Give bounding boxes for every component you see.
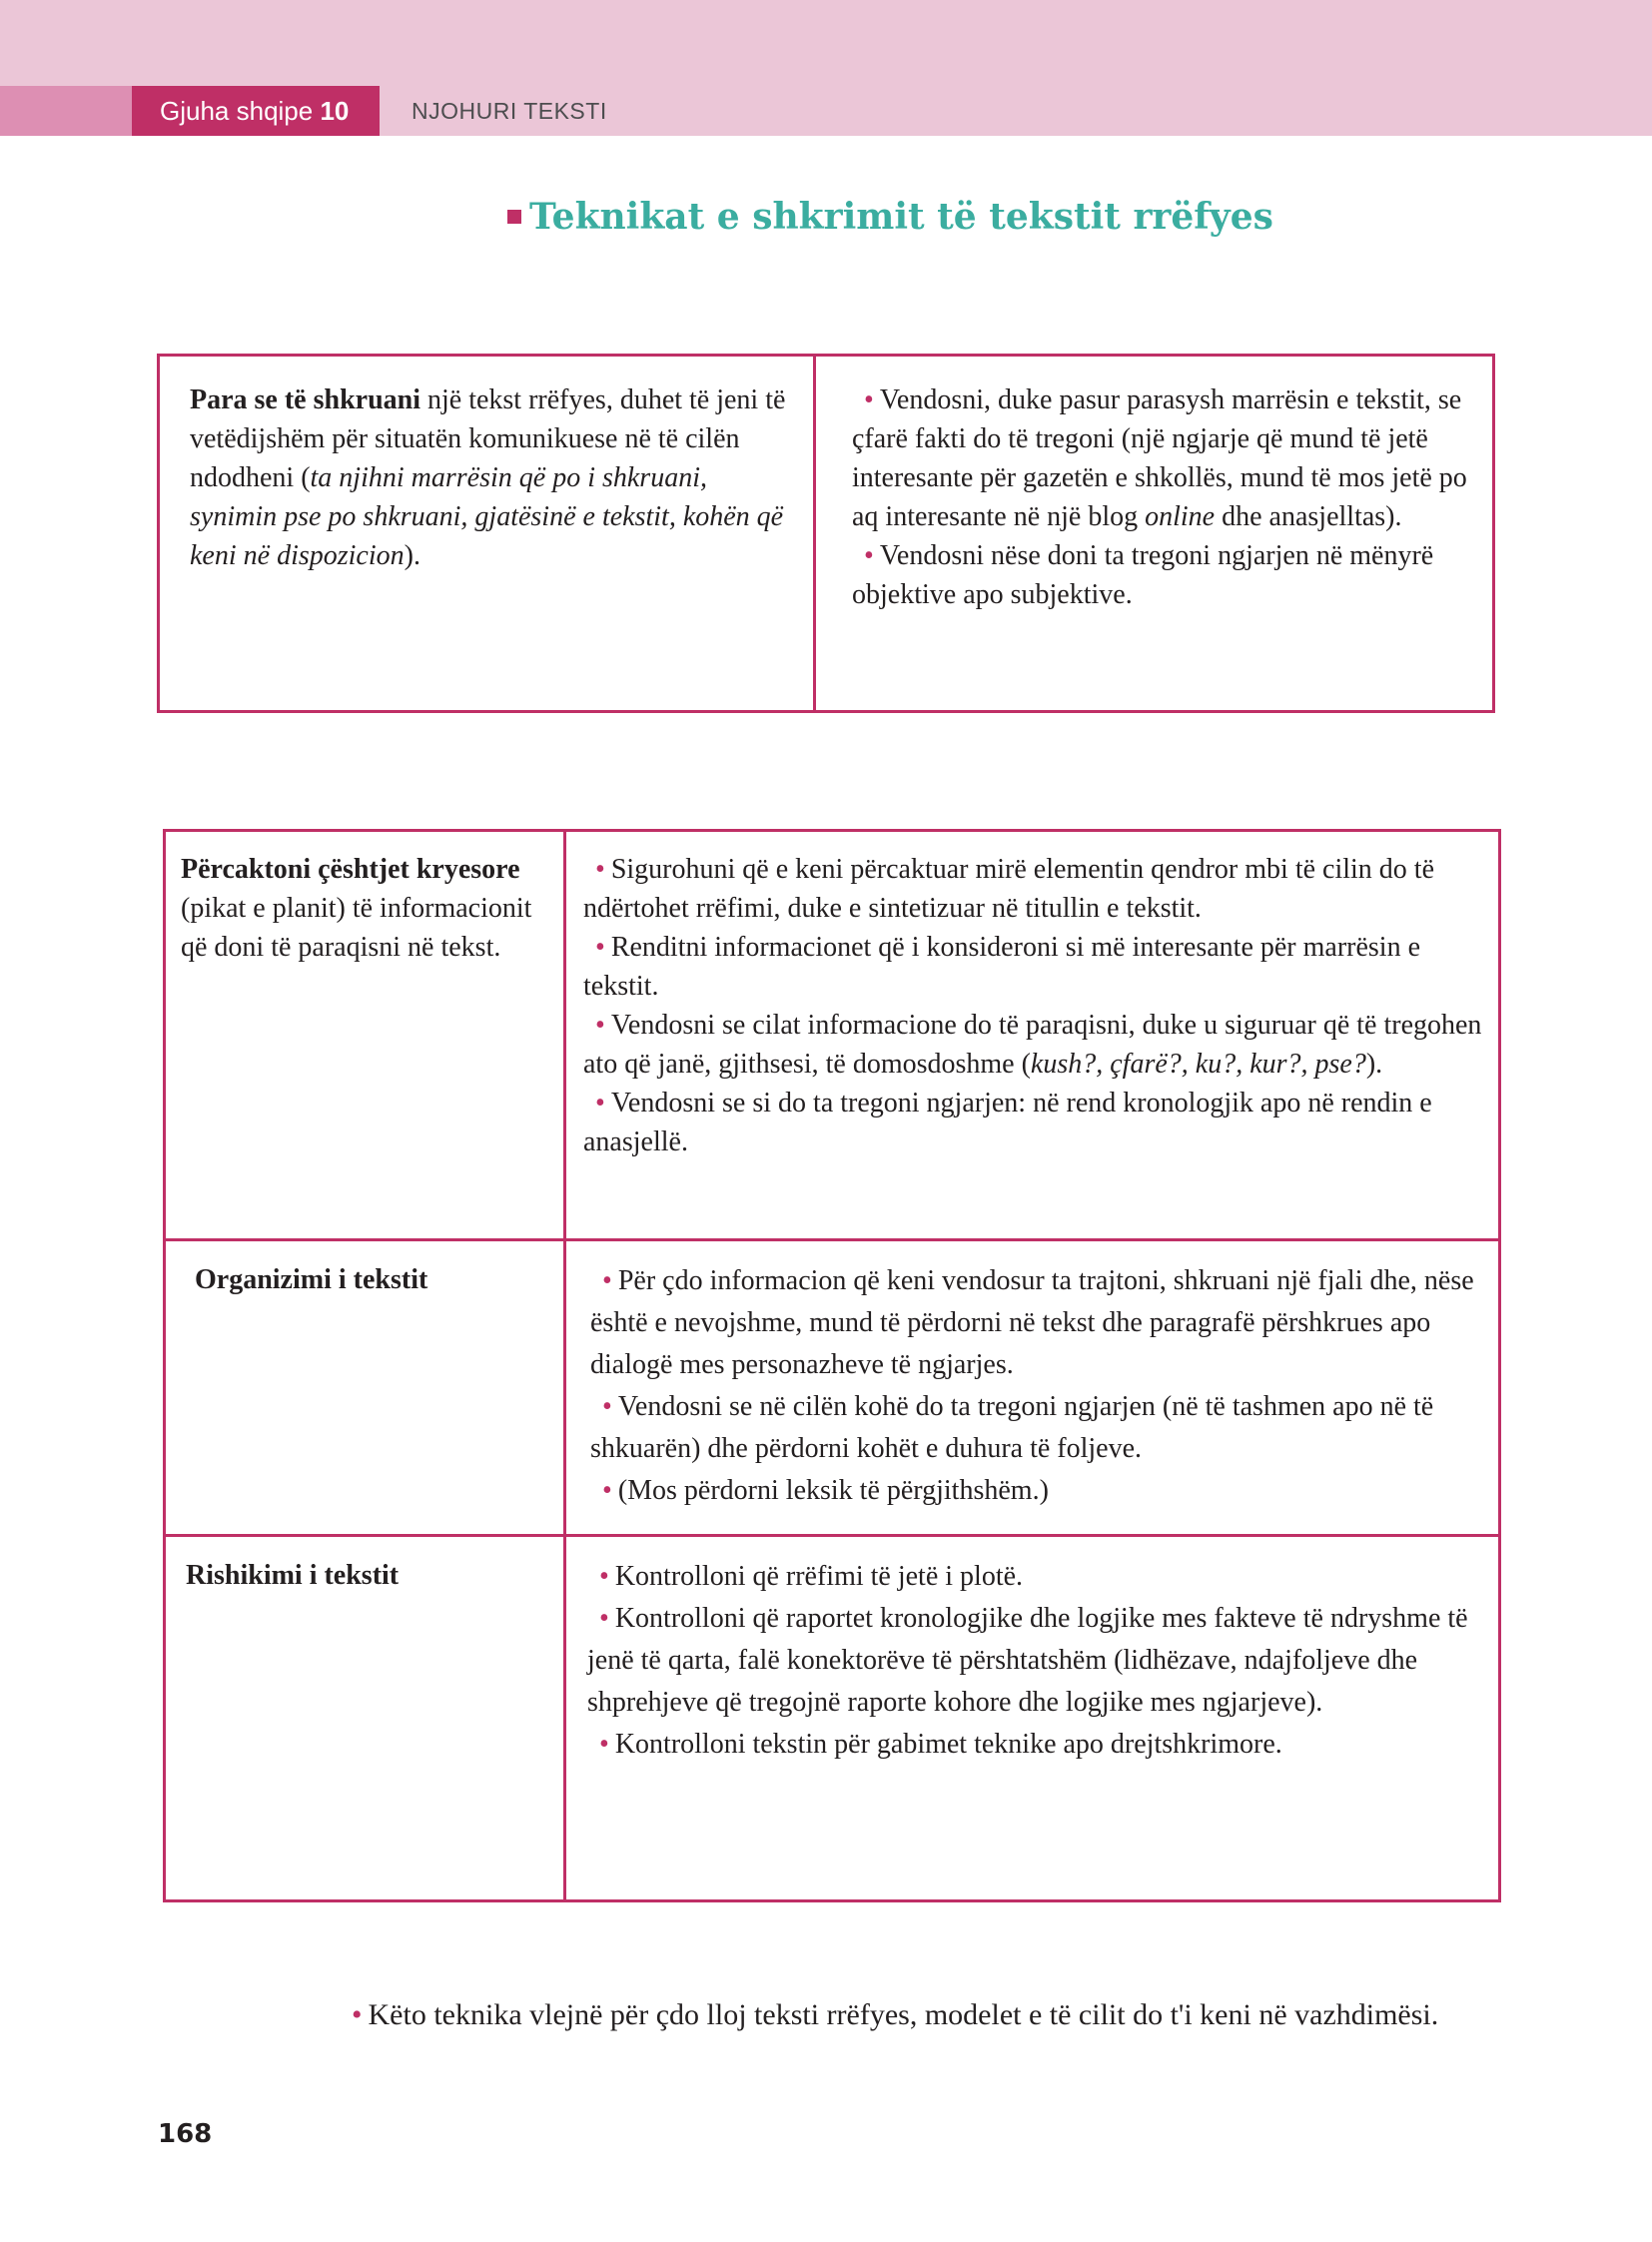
item-text: Kontrolloni që rrëfimi të jetë i plotë. xyxy=(614,1561,1024,1592)
bullet-icon: • xyxy=(602,1475,612,1506)
item-text: Sigurohuni që e keni përcaktuar mirë elementin qendror mbi të cilin do të ndërtohet rrëfimi, duke e sintetizuar në titullin e tekstit. xyxy=(583,854,1434,924)
row2-content-cell xyxy=(590,1260,1484,1512)
page-number: 168 xyxy=(158,2119,213,2149)
footnote-text: Këto teknika vlejnë për çdo lloj teksti rrëfyes, modelet e të cilit do t'i keni në vazhdimësi. xyxy=(368,1998,1439,2031)
row1-label xyxy=(181,850,555,967)
bullet-icon: • xyxy=(599,1729,609,1760)
intro-italic: ta njihni marrësin që po i shkruani, synimin pse po shkruani, gjatësinë e tekstit, kohën që keni në dispozicion xyxy=(190,462,784,571)
bullet-icon: • xyxy=(595,854,605,885)
row3-label-cell xyxy=(186,1556,545,1595)
item-text: Vendosni se në cilën kohë do ta tregoni ngjarjen (në të tashmen apo në të shkuarën) dhe përdorni kohët e duhura të foljeve. xyxy=(590,1391,1434,1464)
row3-label: Rishikimi i tekstit xyxy=(186,1560,400,1591)
item-text-end: dhe anasjelltas). xyxy=(1215,501,1402,532)
bullet-icon: • xyxy=(602,1391,612,1422)
book-label xyxy=(132,86,380,136)
section-label: NJOHURI TEKSTI xyxy=(412,98,607,124)
item-text: Vendosni se si do ta tregoni ngjarjen: në rend kronologjik apo në rendin e anasjellë. xyxy=(583,1088,1432,1157)
list-item xyxy=(587,1724,1481,1766)
bullet-icon: • xyxy=(595,932,605,963)
bullet-icon: • xyxy=(352,1998,363,2031)
list-item xyxy=(852,380,1476,536)
list-item xyxy=(583,928,1482,1006)
intro-bold: Para se të shkruani xyxy=(190,384,420,415)
item-text: Renditni informacionet që i konsideroni si më interesante për marrësin e tekstit. xyxy=(583,932,1421,1002)
intro-end: ). xyxy=(404,540,420,571)
row2-label-cell xyxy=(195,1260,554,1299)
list-item xyxy=(583,1006,1482,1084)
header-tab-decor xyxy=(0,86,132,136)
bullet-icon: • xyxy=(599,1603,609,1634)
item-text: Vendosni se cilat informacione do të paraqisni, duke u siguruar që të tregohen ato që janë, gjithsesi, të domosdoshme ( xyxy=(583,1010,1482,1080)
list-item xyxy=(590,1260,1484,1386)
list-item xyxy=(587,1556,1481,1598)
item-text: Vendosni, duke pasur parasysh marrësin e tekstit, se çfarë fakti do të tregoni (një ngjarje që mund të jetë interesante për gazetën e shkollës, mund të mos jetë po aq interesante në një blog xyxy=(852,384,1467,532)
list-item xyxy=(590,1386,1484,1470)
table-row-divider-1 xyxy=(163,1238,1501,1241)
bullet-icon: • xyxy=(864,384,874,415)
item-text: (Mos përdorni leksik të përgjithshëm.) xyxy=(617,1475,1049,1506)
row1-label-bold: Përcaktoni çështjet kryesore xyxy=(181,854,520,885)
footnote xyxy=(352,1995,1438,2035)
row2-label: Organizimi i tekstit xyxy=(195,1264,428,1295)
item-text: Kontrolloni tekstin për gabimet teknike apo drejtshkrimore. xyxy=(614,1729,1282,1760)
row1-label-rest: (pikat e planit) të informacionit që doni të paraqisni në tekst. xyxy=(181,893,532,963)
page-title-text: Teknikat e shkrimit të tekstit rrëfyes xyxy=(529,196,1273,238)
intro-box-divider xyxy=(813,354,816,713)
page-title xyxy=(507,196,1273,238)
bullet-icon: • xyxy=(595,1010,605,1041)
list-item xyxy=(583,850,1482,928)
bullet-icon: • xyxy=(864,540,874,571)
item-italic: kush?, çfarë?, ku?, kur?, pse? xyxy=(1030,1049,1366,1080)
list-item xyxy=(587,1598,1481,1724)
row3-content-cell xyxy=(587,1556,1481,1766)
list-item xyxy=(590,1470,1484,1512)
intro-right-cell xyxy=(852,380,1476,614)
list-item xyxy=(583,1084,1482,1161)
item-text: Vendosni nëse doni ta tregoni ngjarjen në mënyrë objektive apo subjektive. xyxy=(852,540,1434,610)
list-item xyxy=(852,536,1476,614)
item-text: Për çdo informacion që keni vendosur ta trajtoni, shkruani një fjali dhe, nëse është e nevojshme, mund të përdorni në tekst dhe paragrafë përshkrues apo dialogë mes personazheve të ngjarjes. xyxy=(590,1265,1474,1380)
item-text-end: ). xyxy=(1365,1049,1383,1080)
square-bullet-icon xyxy=(507,210,521,224)
bullet-icon: • xyxy=(595,1088,605,1119)
table-row-divider-2 xyxy=(163,1534,1501,1537)
item-italic: online xyxy=(1145,501,1216,532)
row1-label-cell xyxy=(181,850,555,967)
intro-text: një tekst rrëfyes, duhet të jeni të vetëdijshëm për situatën komunikuese në të cilën ndodheni ( xyxy=(190,384,786,493)
intro-left-text xyxy=(190,380,789,575)
bullet-icon: • xyxy=(602,1265,612,1296)
book-grade: 10 xyxy=(320,96,350,126)
row1-content-cell xyxy=(583,850,1482,1161)
bullet-icon: • xyxy=(599,1561,609,1592)
book-title: Gjuha shqipe xyxy=(160,96,314,126)
intro-left-cell xyxy=(190,380,789,575)
table-column-divider xyxy=(563,829,566,1902)
item-text: Kontrolloni që raportet kronologjike dhe logjike mes fakteve të ndryshme të jenë të qarta, falë konektorëve të përshtatshëm (lidhëzave, ndajfoljeve dhe shprehjeve që tregojnë raporte kohore dhe logjike mes ngjarjeve). xyxy=(587,1603,1468,1718)
